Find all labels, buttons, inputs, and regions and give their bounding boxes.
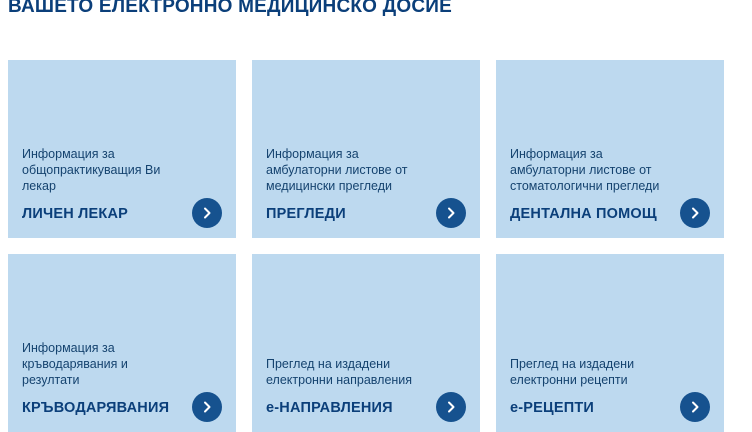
- card-title: е-НАПРАВЛЕНИЯ: [266, 400, 393, 416]
- card-pregledi[interactable]: [252, 60, 480, 238]
- card-description: Информация за амбулаторни листове от медицински прегледи: [266, 147, 408, 193]
- card-e-retsepti[interactable]: [496, 254, 724, 432]
- chevron-right-icon[interactable]: [680, 198, 710, 228]
- card-description: Информация за кръводарявания и резултати: [22, 341, 128, 387]
- card-description: Информация за амбулаторни листове от стоматологични прегледи: [510, 147, 660, 193]
- chevron-right-icon[interactable]: [436, 392, 466, 422]
- card-description: Преглед на издадени електронни направления: [266, 357, 413, 387]
- chevron-right-icon[interactable]: [192, 392, 222, 422]
- card-title: КРЪВОДАРЯВАНИЯ: [22, 400, 170, 416]
- card-description: Информация за общопрактикуващия Ви лекар: [22, 147, 161, 193]
- chevron-right-icon[interactable]: [192, 198, 222, 228]
- chevron-right-icon[interactable]: [680, 392, 710, 422]
- chevron-right-icon[interactable]: [436, 198, 466, 228]
- card-lichen-lekar[interactable]: [8, 60, 236, 238]
- card-title: ДЕНТАЛНА ПОМОЩ: [510, 206, 657, 222]
- card-title: ЛИЧЕН ЛЕКАР: [22, 206, 128, 222]
- card-description: Преглед на издадени електронни рецепти: [510, 357, 635, 387]
- page-title: ВАШЕТО ЕЛЕКТРОННО МЕДИЦИНСКО ДОСИЕ: [8, 0, 452, 17]
- card-title: ПРЕГЛЕДИ: [266, 206, 346, 222]
- card-dentalna-pomosht[interactable]: [496, 60, 724, 238]
- card-e-napravleniya[interactable]: [252, 254, 480, 432]
- card-title: е-РЕЦЕПТИ: [510, 400, 594, 416]
- service-cards-grid: [8, 60, 736, 432]
- card-krvodaryavaniya[interactable]: [8, 254, 236, 432]
